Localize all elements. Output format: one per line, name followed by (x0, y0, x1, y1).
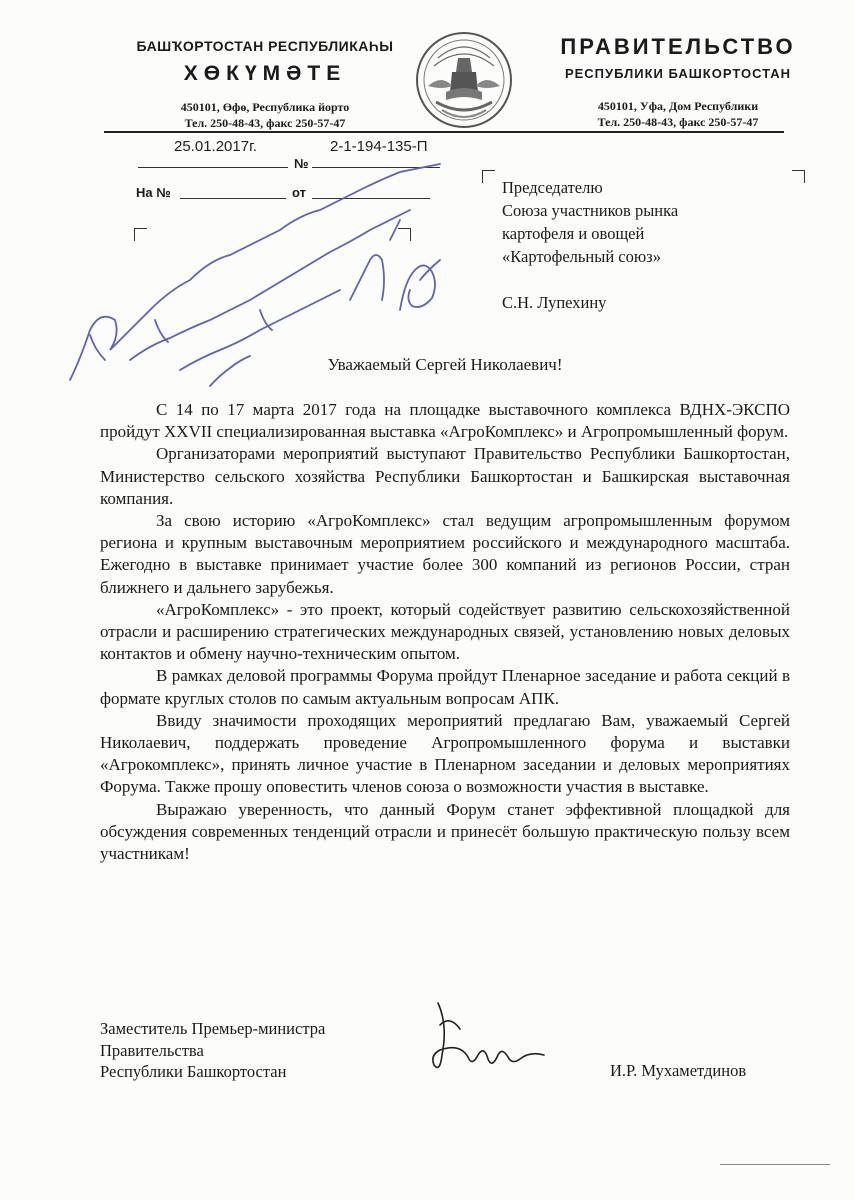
paragraph: Ввиду значимости проходящих мероприятий предлагаю Вам, уважаемый Сергей Николаевич, поддержать проведение Агропромышленного форума и выставки «Агрокомплекс», принять личное участие в Пленарном заседании и деловых мероприятиях Форума. Также прошу оповестить членов союза о возможности участия в выставке. (100, 710, 790, 797)
header-left-phone: Тел. 250-48-43, факс 250-57-47 (184, 116, 346, 130)
position-line-2: Правительства (100, 1040, 204, 1060)
paragraph: «АгроКомплекс» - это проект, который содействует развитию сельскохозяйственной отрасли и расширению стратегических международных связей, установлению новых деловых контактов и обмену научно-техническим опытом. (100, 599, 790, 664)
header-right-title: ПРАВИТЕЛЬСТВО (560, 34, 796, 59)
number-label: № (294, 156, 309, 171)
addressee-line-2: Союза участников рынка (502, 201, 679, 220)
header-left-title: БАШҠОРТОСТАН РЕСПУБЛИКАҺЫ (136, 38, 394, 54)
footer-rule (720, 1164, 830, 1165)
salutation: Уважаемый Сергей Николаевич! (327, 355, 563, 374)
incoming-date-label: от (292, 185, 306, 200)
signatory-name: И.Р. Мухаметдинов (610, 1061, 747, 1080)
addressee-line-1: Председателю (502, 178, 603, 197)
signatory-position (100, 1018, 325, 1083)
addressee-line-4: «Картофельный союз» (502, 247, 661, 266)
header-right-subtitle: РЕСПУБЛИКИ БАШКОРТОСТАН (564, 66, 792, 81)
incoming-number-label: На № (136, 185, 171, 200)
header-right-address: 450101, Уфа, Дом Республики (597, 99, 759, 113)
letter-body (100, 399, 790, 865)
header-left-address: 450101, Өфө, Республика йорто (180, 100, 350, 114)
header-left-subtitle: ХӨКҮМӘТЕ (183, 62, 347, 85)
paragraph: Выражаю уверенность, что данный Форум станет эффективной площадкой для обсуждения современных тенденций отрасли и принесёт большую практическую пользу всем участникам! (100, 799, 790, 864)
registration-number: 2-1-194-135-П (330, 138, 428, 155)
paragraph: Организаторами мероприятий выступают Правительство Республики Башкортостан, Министерство сельского хозяйства Республики Башкортостан и Башкирская выставочная компания. (100, 444, 790, 508)
addressee-block (502, 176, 822, 314)
position-line-1: Заместитель Премьер-министра (100, 1019, 326, 1038)
paragraph: За свою историю «АгроКомплекс» стал ведущим агропромышленным форумом региона и крупным выставочным мероприятием российского и международного масштаба. Ежегодно в выставке принимает участие более 300 компаний из регионов России, стран ближнего и дальнего зарубежья. (100, 511, 790, 597)
address-bracket-left (482, 170, 495, 183)
addressee-line-3: картофеля и овощей (502, 224, 645, 243)
addressee-name: С.Н. Лупехину (502, 293, 607, 312)
paragraph: В рамках деловой программы Форума пройдут Пленарное заседание и работа секций в формате круглых столов по самым актуальным вопросам АПК. (100, 666, 790, 708)
header-right-phone: Тел. 250-48-43, факс 250-57-47 (597, 115, 759, 129)
registration-date: 25.01.2017г. (174, 138, 257, 155)
coat-of-arms-icon (412, 28, 516, 132)
handwritten-signature (420, 995, 600, 1085)
position-line-3: Республики Башкортостан (100, 1062, 287, 1081)
paragraph: С 14 по 17 марта 2017 года на площадке выставочного комплекса ВДНХ-ЭКСПО пройдут XXVII специализированная выставка «АгроКомплекс» и Агропромышленный форум. (100, 400, 790, 442)
header-divider (104, 131, 784, 133)
